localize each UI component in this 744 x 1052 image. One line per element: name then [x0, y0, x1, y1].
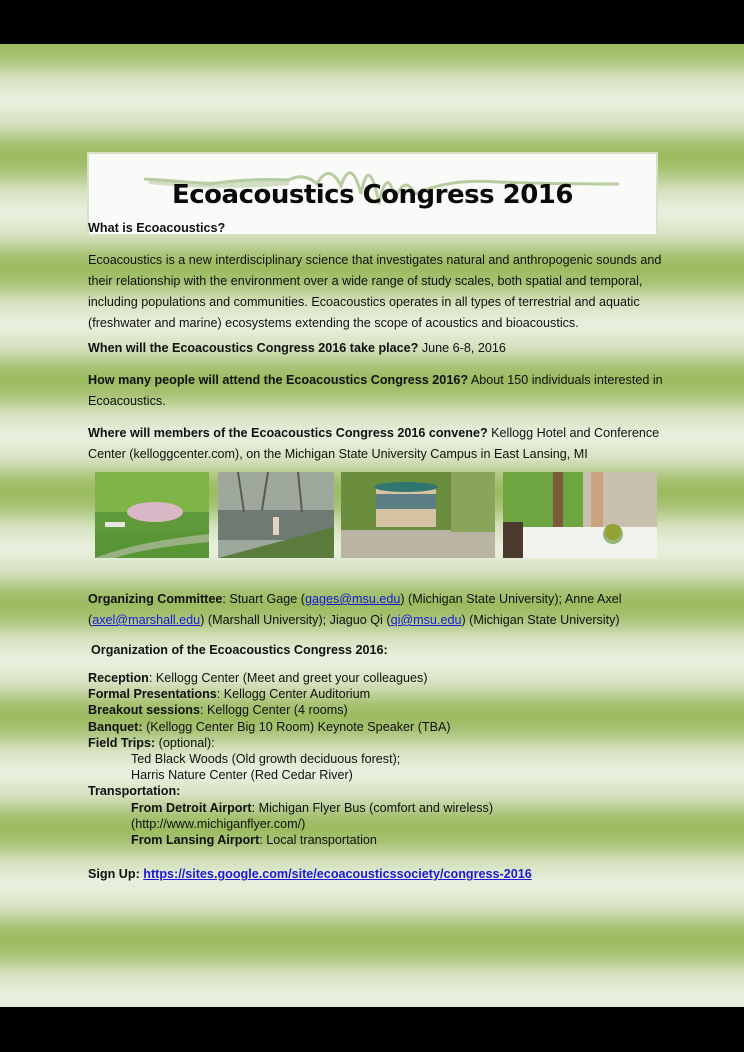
where-question: Where will members of the Ecoacoustics Congress 2016 convene? — [88, 426, 488, 440]
dining-room-photo — [503, 472, 657, 558]
detroit-airport-item: From Detroit Airport: Michigan Flyer Bus (comfort and wireless) — [131, 800, 494, 815]
flyer-page — [0, 44, 744, 1007]
signup-label: Sign Up: — [88, 867, 144, 881]
signup-line — [88, 864, 668, 885]
field-trip-ted-black-woods: Ted Black Woods (Old growth deciduous forest); — [131, 752, 401, 767]
field-trips-item: Field Trips: (optional): — [88, 735, 215, 750]
email-link-gages[interactable]: gages@msu.edu — [304, 592, 401, 606]
where-answer: Kellogg Hotel and Conference Center (kelloggcenter.com), on the Michigan State University Campus in East Lansing, MI — [88, 426, 660, 461]
banquet-item: Banquet: (Kellogg Center Big 10 Room) Keynote Speaker (TBA) — [88, 719, 451, 734]
kellogg-center-building-photo — [341, 472, 495, 558]
where-paragraph — [88, 423, 668, 465]
formal-presentations-item: Formal Presentations: Kellogg Center Auditorium — [88, 687, 371, 702]
transportation-item: Transportation: — [88, 784, 181, 799]
email-link-qi[interactable]: qi@msu.edu — [390, 613, 462, 627]
reception-item: Reception: Kellogg Center (Meet and greet your colleagues) — [88, 671, 428, 685]
michigan-flyer-url: (http://www.michiganflyer.com/) — [131, 816, 306, 831]
organization-heading: Organization of the Ecoacoustics Congress 2016: — [91, 643, 388, 657]
email-link-axel[interactable]: axel@marshall.edu — [92, 613, 201, 627]
what-heading: What is Ecoacoustics? — [88, 221, 226, 235]
organization-list — [88, 670, 688, 848]
when-paragraph — [88, 338, 668, 359]
field-trip-harris-nature-center: Harris Nature Center (Red Cedar River) — [131, 768, 353, 783]
signup-link[interactable]: https://sites.google.com/site/ecoacousticssociety/congress-2016 — [143, 867, 532, 881]
page-title: Ecoacoustics Congress 2016 — [171, 180, 573, 210]
garden-path-photo — [95, 472, 209, 558]
breakout-sessions-item: Breakout sessions: Kellogg Center (4 rooms) — [88, 703, 348, 718]
river-woods-photo — [218, 472, 334, 558]
attend-question: How many people will attend the Ecoacoustics Congress 2016? — [88, 373, 469, 387]
attend-paragraph — [88, 370, 668, 412]
attend-answer: About 150 individuals interested in Ecoacoustics. — [88, 373, 663, 408]
what-body: Ecoacoustics is a new interdisciplinary science that investigates natural and anthropogenic sounds and their relationship with the environment over a wide range of study scales, both spatial and temporal, including populations and communities. Ecoacoustics operates in all types of terrestrial and aquatic (freshwater and marine) ecosystems extending the scope of acoustics and bioacoustics. — [88, 253, 662, 330]
committee-paragraph: Organizing Committee: Stuart Gage (gages@msu.edu) (Michigan State University); Anne Axel (axel@marshall.edu) (Marshall University); Jiaguo Qi (qi@msu.edu) (Michigan State University) — [88, 592, 622, 627]
when-question: When will the Ecoacoustics Congress 2016 take place? — [88, 341, 419, 355]
when-answer: June 6-8, 2016 — [418, 341, 506, 355]
lansing-airport-item: From Lansing Airport: Local transportation — [131, 833, 377, 848]
